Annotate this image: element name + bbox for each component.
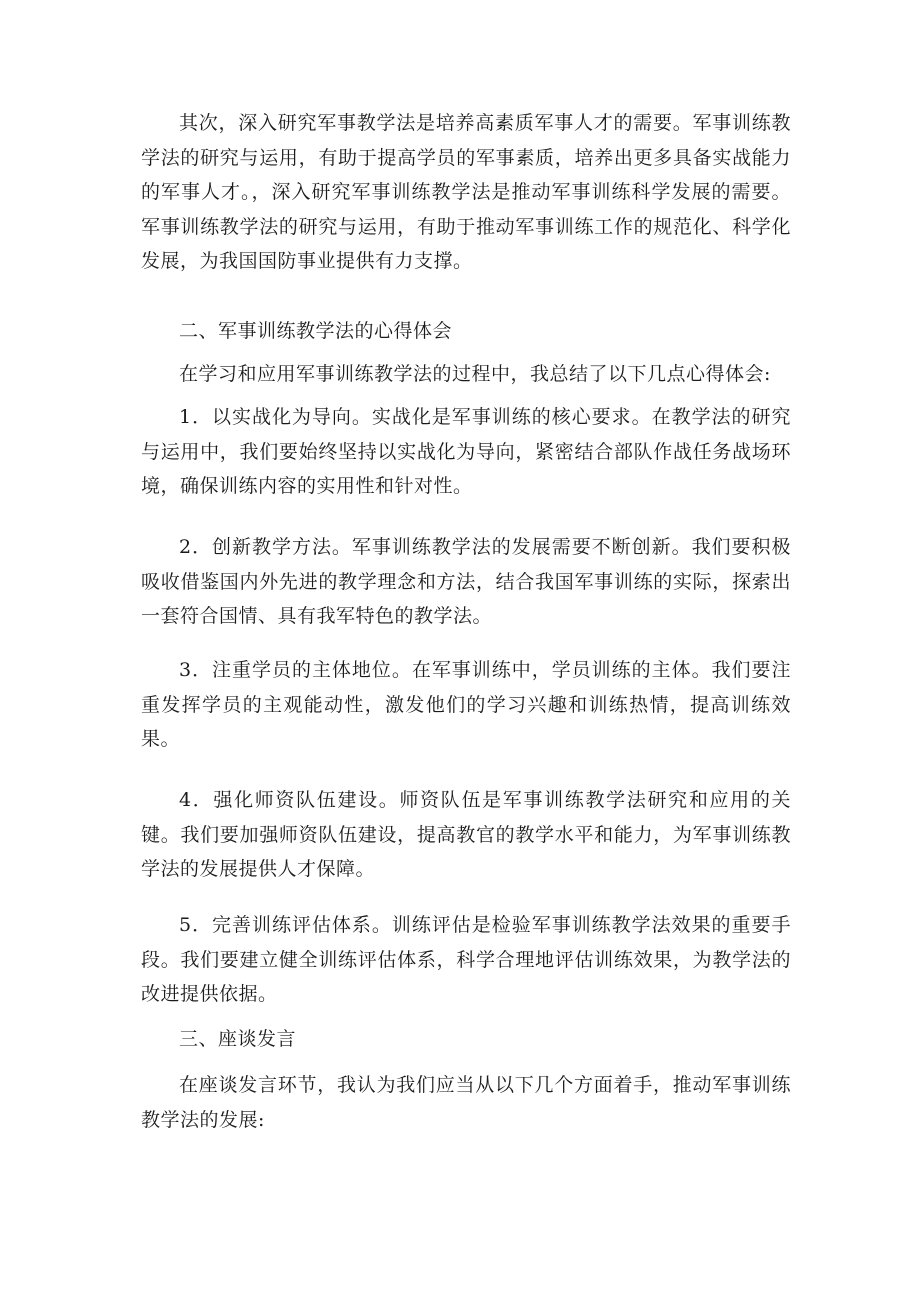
text-block-section-3 bbox=[141, 1022, 791, 1057]
list-item: 2．创新教学方法。军事训练教学法的发展需要不断创新。我们要积极吸收借鉴国内外先进的教学理念和方法，结合我国军事训练的实际，探索出一套符合国情、具有我军特色的教学法。 bbox=[141, 536, 791, 627]
text-block-3 bbox=[141, 357, 791, 392]
paragraph-intro: 其次，深入研究军事教学法是培养高素质军事人才的需要。军事训练教学法的研究与运用，有助于提高学员的军事素质，培养出更多具备实战能力的军事人才。，深入研究军事训练教学法是推动军事训练科学发展的需要。军事训练教学法的研究与运用，有助于推动军事训练工作的规范化、科学化发展，为我国国防事业提供有力支撑。 bbox=[141, 112, 791, 272]
list-item: 3．注重学员的主体地位。在军事训练中，学员训练的主体。我们要注重发挥学员的主观能动性，激发他们的学习兴趣和训练热情，提高训练效果。 bbox=[141, 659, 791, 750]
section-heading-3: 三、座谈发言 bbox=[179, 1028, 297, 1050]
list-item: 5．完善训练评估体系。训练评估是检验军事训练教学法效果的重要手段。我们要建立健全训练评估体系，科学合理地评估训练效果，为教学法的改进提供依据。 bbox=[141, 914, 791, 1005]
section-2-intro: 在学习和应用军事训练教学法的过程中，我总结了以下几点心得体会: bbox=[179, 363, 771, 385]
list-item: 4．强化师资队伍建设。师资队伍是军事训练教学法研究和应用的关键。我们要加强师资队伍建设，提高教官的教学水平和能力，为军事训练教学法的发展提供人才保障。 bbox=[141, 789, 791, 880]
section-3-intro: 在座谈发言环节，我认为我们应当从以下几个方面着手，推动军事训练教学法的发展: bbox=[141, 1074, 791, 1131]
section-heading-2: 二、军事训练教学法的心得体会 bbox=[179, 320, 453, 342]
text-block-section-3-intro bbox=[141, 1068, 791, 1137]
text-block-1 bbox=[141, 106, 791, 279]
text-block-2 bbox=[141, 314, 791, 349]
text-block-item-3 bbox=[141, 653, 791, 757]
text-block-item-1 bbox=[141, 400, 791, 504]
list-item: 1．以实战化为导向。实战化是军事训练的核心要求。在教学法的研究与运用中，我们要始终坚持以实战化为导向，紧密结合部队作战任务战场环境，确保训练内容的实用性和针对性。 bbox=[141, 406, 791, 497]
text-block-item-4 bbox=[141, 783, 791, 887]
text-block-item-5 bbox=[141, 908, 791, 1012]
text-block-item-2 bbox=[141, 530, 791, 634]
